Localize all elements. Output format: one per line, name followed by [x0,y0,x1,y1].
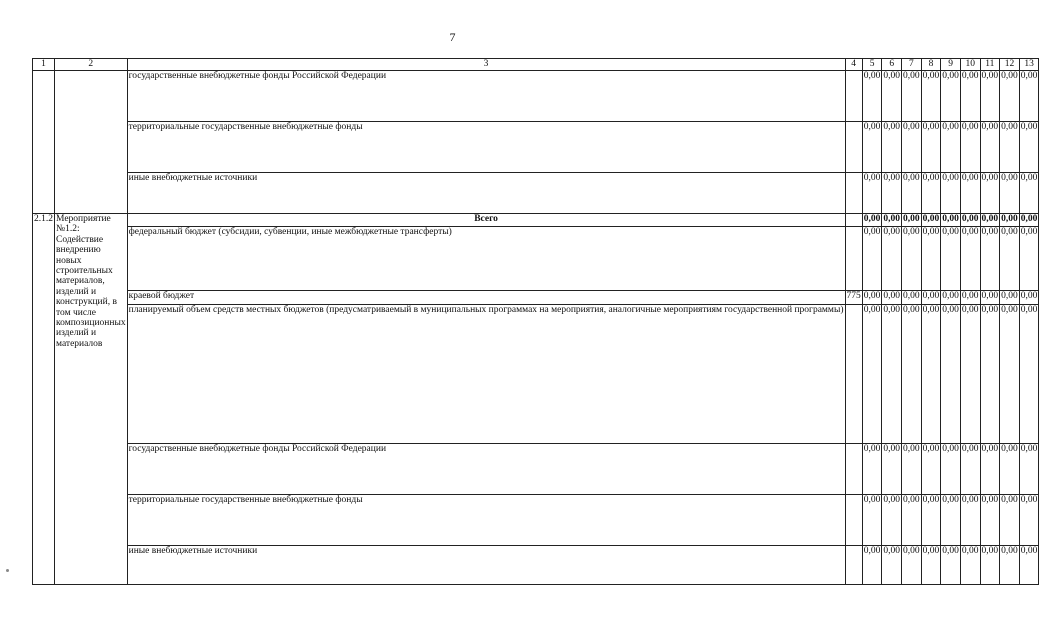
prev-code-cell [33,71,55,214]
value-cell-col13: 0,00 [1019,444,1039,495]
value-cell-col7: 0,00 [902,546,922,585]
table-row [33,291,1039,305]
table-row-total [33,214,1039,227]
funding-source-cell: государственные внебюджетные фонды Российской Федерации [127,71,845,122]
code-4-cell [845,173,862,214]
funding-source-cell: государственные внебюджетные фонды Российской Федерации [127,444,845,495]
prev-description-cell [55,71,128,214]
value-cell-col11: 0,00 [980,214,1000,227]
block-description-cell [55,214,128,585]
value-cell-col12: 0,00 [1000,227,1020,291]
value-cell-col5: 0,00 [862,305,882,444]
value-cell-col5: 0,00 [862,173,882,214]
value-cell-col8: 0,00 [921,122,941,173]
table-row [33,173,1039,214]
code-4-cell: 775 [845,291,862,305]
value-cell-col12: 0,00 [1000,173,1020,214]
value-cell-col10: 0,00 [960,495,980,546]
value-cell-col9: 0,00 [941,546,961,585]
value-cell-col7: 0,00 [902,291,922,305]
value-cell-col8: 0,00 [921,305,941,444]
column-header-10: 10 [960,59,980,71]
code-4-cell [845,214,862,227]
value-cell-col6: 0,00 [882,122,902,173]
value-cell-col12: 0,00 [1000,214,1020,227]
column-header-3: 3 [127,59,845,71]
value-cell-col13: 0,00 [1019,71,1039,122]
column-header-11: 11 [980,59,1000,71]
value-cell-col6: 0,00 [882,546,902,585]
code-4-cell [845,444,862,495]
value-cell-col12: 0,00 [1000,546,1020,585]
funding-source-cell: территориальные государственные внебюджетные фонды [127,122,845,173]
value-cell-col13: 0,00 [1019,173,1039,214]
value-cell-col5: 0,00 [862,122,882,173]
table-row [33,444,1039,495]
value-cell-col8: 0,00 [921,173,941,214]
value-cell-col13: 0,00 [1019,291,1039,305]
column-header-12: 12 [1000,59,1020,71]
value-cell-col12: 0,00 [1000,495,1020,546]
budget-table [32,58,1039,585]
value-cell-col7: 0,00 [902,122,922,173]
funding-source-cell: федеральный бюджет (субсидии, субвенции, иные межбюджетные трансферты) [127,227,845,291]
code-4-cell [845,227,862,291]
funding-source-cell: иные внебюджетные источники [127,546,845,585]
value-cell-col5: 0,00 [862,214,882,227]
value-cell-col9: 0,00 [941,122,961,173]
value-cell-col6: 0,00 [882,305,902,444]
value-cell-col6: 0,00 [882,291,902,305]
value-cell-col11: 0,00 [980,71,1000,122]
value-cell-col6: 0,00 [882,495,902,546]
value-cell-col10: 0,00 [960,71,980,122]
value-cell-col5: 0,00 [862,444,882,495]
value-cell-col9: 0,00 [941,444,961,495]
value-cell-col7: 0,00 [902,214,922,227]
table-row [33,227,1039,291]
value-cell-col7: 0,00 [902,227,922,291]
value-cell-col13: 0,00 [1019,546,1039,585]
value-cell-col5: 0,00 [862,71,882,122]
value-cell-col11: 0,00 [980,546,1000,585]
funding-source-cell: иные внебюджетные источники [127,173,845,214]
value-cell-col10: 0,00 [960,173,980,214]
value-cell-col6: 0,00 [882,71,902,122]
value-cell-col12: 0,00 [1000,444,1020,495]
value-cell-col12: 0,00 [1000,291,1020,305]
value-cell-col10: 0,00 [960,305,980,444]
value-cell-col13: 0,00 [1019,305,1039,444]
value-cell-col9: 0,00 [941,495,961,546]
column-header-9: 9 [941,59,961,71]
value-cell-col10: 0,00 [960,122,980,173]
value-cell-col13: 0,00 [1019,214,1039,227]
value-cell-col6: 0,00 [882,214,902,227]
value-cell-col11: 0,00 [980,122,1000,173]
column-header-7: 7 [902,59,922,71]
value-cell-col11: 0,00 [980,444,1000,495]
value-cell-col6: 0,00 [882,173,902,214]
table-row [33,122,1039,173]
value-cell-col5: 0,00 [862,227,882,291]
column-header-6: 6 [882,59,902,71]
funding-source-cell: территориальные государственные внебюджетные фонды [127,495,845,546]
value-cell-col13: 0,00 [1019,227,1039,291]
column-header-4: 4 [845,59,862,71]
table-row [33,71,1039,122]
value-cell-col6: 0,00 [882,444,902,495]
value-cell-col8: 0,00 [921,71,941,122]
value-cell-col8: 0,00 [921,495,941,546]
value-cell-col11: 0,00 [980,495,1000,546]
value-cell-col10: 0,00 [960,546,980,585]
value-cell-col12: 0,00 [1000,305,1020,444]
value-cell-col5: 0,00 [862,291,882,305]
value-cell-col10: 0,00 [960,291,980,305]
value-cell-col8: 0,00 [921,444,941,495]
scan-speck [6,569,9,572]
header-row [33,59,1039,71]
value-cell-col7: 0,00 [902,305,922,444]
code-4-cell [845,546,862,585]
table-row [33,495,1039,546]
value-cell-col9: 0,00 [941,173,961,214]
value-cell-col8: 0,00 [921,214,941,227]
table-row [33,305,1039,444]
column-header-1: 1 [33,59,55,71]
value-cell-col8: 0,00 [921,546,941,585]
column-header-5: 5 [862,59,882,71]
value-cell-col7: 0,00 [902,495,922,546]
value-cell-col7: 0,00 [902,444,922,495]
value-cell-col12: 0,00 [1000,122,1020,173]
value-cell-col9: 0,00 [941,305,961,444]
value-cell-col10: 0,00 [960,214,980,227]
value-cell-col7: 0,00 [902,71,922,122]
funding-source-cell: краевой бюджет [127,291,845,305]
block-title: Мероприятие №1.2: [56,214,111,235]
value-cell-col13: 0,00 [1019,495,1039,546]
value-cell-col11: 0,00 [980,305,1000,444]
page-number: 7 [449,30,456,44]
column-header-13: 13 [1019,59,1039,71]
block-description: Содействие внедрению новых строительных материалов, изделий и конструкций, в том числе композиционных изделий и материалов [56,234,126,349]
value-cell-col5: 0,00 [862,546,882,585]
value-cell-col10: 0,00 [960,444,980,495]
value-cell-col9: 0,00 [941,291,961,305]
table-row [33,546,1039,585]
column-header-8: 8 [921,59,941,71]
value-cell-col9: 0,00 [941,214,961,227]
value-cell-col7: 0,00 [902,173,922,214]
value-cell-col8: 0,00 [921,291,941,305]
value-cell-col6: 0,00 [882,227,902,291]
value-cell-col5: 0,00 [862,495,882,546]
code-4-cell [845,305,862,444]
value-cell-col10: 0,00 [960,227,980,291]
value-cell-col13: 0,00 [1019,122,1039,173]
funding-source-cell: планируемый объем средств местных бюджетов (предусматриваемый в муниципальных программах на мероприятия, аналогичные мероприятиям государственной программы) [127,305,845,444]
code-4-cell [845,495,862,546]
value-cell-col9: 0,00 [941,71,961,122]
column-header-2: 2 [55,59,128,71]
value-cell-col12: 0,00 [1000,71,1020,122]
value-cell-col11: 0,00 [980,173,1000,214]
value-cell-col11: 0,00 [980,291,1000,305]
value-cell-col8: 0,00 [921,227,941,291]
total-label-cell: Всего [127,214,845,227]
value-cell-col11: 0,00 [980,227,1000,291]
code-4-cell [845,122,862,173]
code-4-cell [845,71,862,122]
block-code-cell: 2.1.2 [33,214,55,585]
value-cell-col9: 0,00 [941,227,961,291]
